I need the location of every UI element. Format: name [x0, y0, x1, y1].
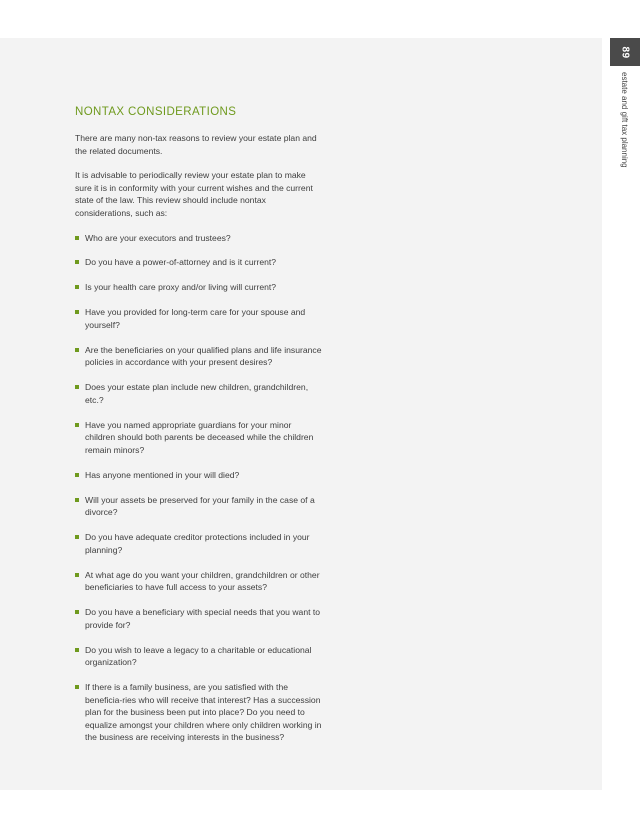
bullet-icon	[75, 310, 79, 314]
list-item: Is your health care proxy and/or living will current?	[75, 281, 323, 294]
page-number: 89	[619, 45, 631, 59]
list-item: Has anyone mentioned in your will died?	[75, 469, 323, 482]
list-item: Do you have adequate creditor protections included in your planning?	[75, 531, 323, 556]
bullet-icon	[75, 685, 79, 689]
considerations-list	[75, 232, 323, 744]
list-item: Do you wish to leave a legacy to a charitable or educational organization?	[75, 644, 323, 669]
bullet-icon	[75, 236, 79, 240]
section-side-label: estate and gift tax planning	[620, 72, 629, 168]
bullet-icon	[75, 535, 79, 539]
page-number-tab	[610, 38, 640, 66]
list-item: Does your estate plan include new children, grandchildren, etc.?	[75, 381, 323, 406]
bullet-icon	[75, 348, 79, 352]
list-item: Will your assets be preserved for your family in the case of a divorce?	[75, 494, 323, 519]
list-item: Do you have a beneficiary with special needs that you want to provide for?	[75, 606, 323, 631]
section-heading: NONTAX CONSIDERATIONS	[75, 106, 237, 118]
list-item: Have you provided for long-term care for your spouse and yourself?	[75, 306, 323, 331]
bullet-icon	[75, 498, 79, 502]
list-item: Who are your executors and trustees?	[75, 232, 323, 245]
bullet-icon	[75, 648, 79, 652]
bullet-icon	[75, 473, 79, 477]
list-item: Are the beneficiaries on your qualified plans and life insurance policies in accordance with your present desires?	[75, 344, 323, 369]
bullet-icon	[75, 610, 79, 614]
bullet-icon	[75, 423, 79, 427]
bullet-icon	[75, 260, 79, 264]
list-item: If there is a family business, are you satisfied with the beneficia-ries who will receive that interest? Has a succession plan for the business been put into place? Do you need to equalize amongst your children where only children working in the business are receiving interests in the business?	[75, 681, 323, 744]
list-item: At what age do you want your children, grandchildren or other beneficiaries to have full access to your assets?	[75, 569, 323, 594]
list-item: Have you named appropriate guardians for your minor children should both parents be deceased while the children remain minors?	[75, 419, 323, 457]
bullet-icon	[75, 385, 79, 389]
bullet-icon	[75, 285, 79, 289]
bullet-icon	[75, 573, 79, 577]
list-item: Do you have a power-of-attorney and is it current?	[75, 256, 323, 269]
review-paragraph: It is advisable to periodically review your estate plan to make sure it is in conformity with your current wishes and the current state of the law. This review should include nontax considerations, such as:	[75, 170, 313, 218]
intro-paragraph: There are many non-tax reasons to review your estate plan and the related documents.	[75, 133, 317, 156]
main-content	[75, 106, 323, 756]
